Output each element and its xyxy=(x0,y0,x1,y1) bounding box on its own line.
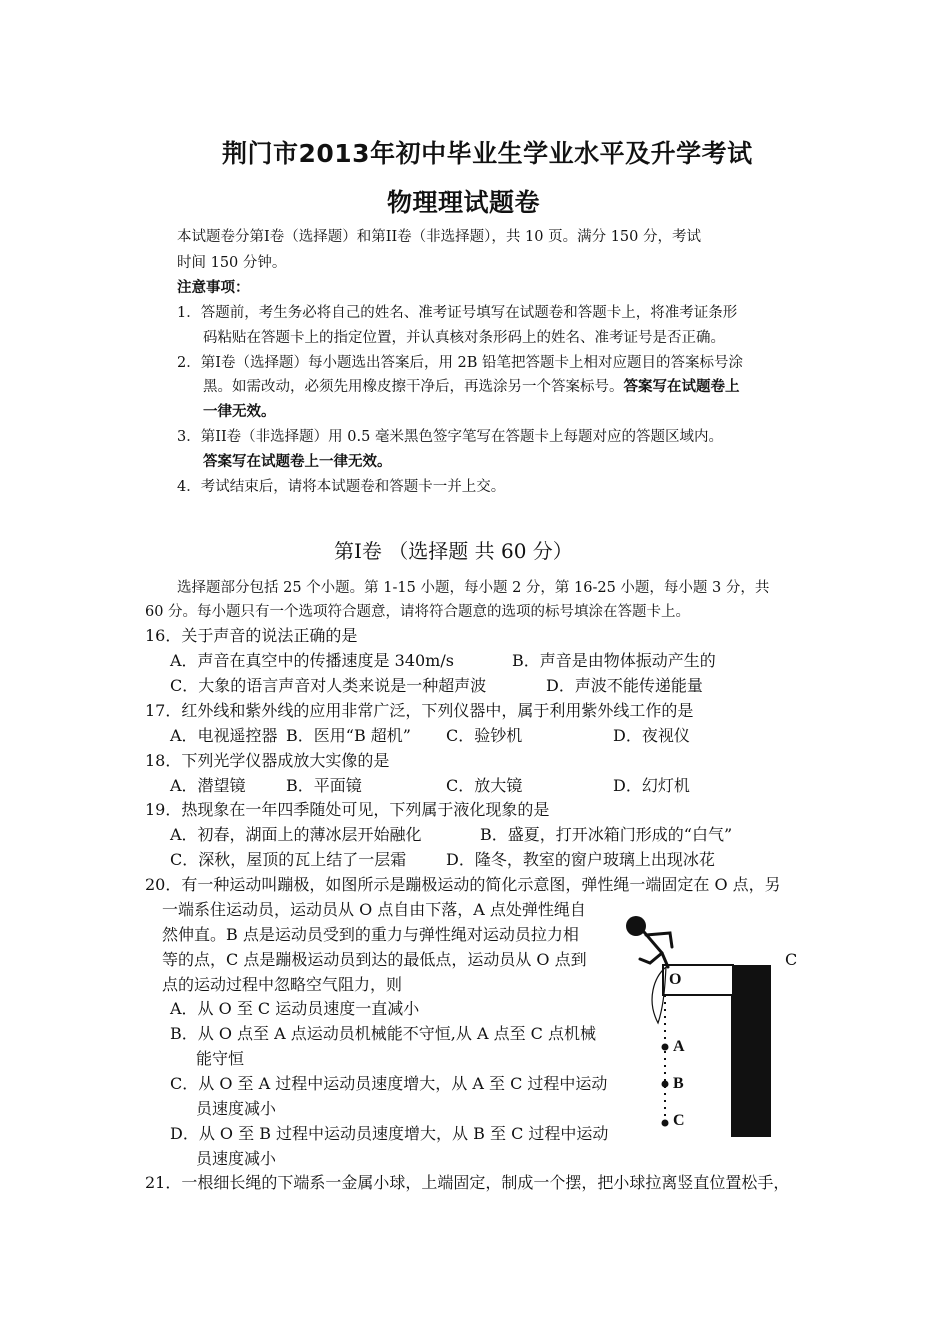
section-intro: 选择题部分包括 25 个小题。第 1-15 小题，每小题 2 分，第 16-25 小题，每小题 3 分，共 xyxy=(177,580,770,596)
intro-line: 时间 150 分钟。 xyxy=(177,255,287,271)
option-a: A．电视遥控器 xyxy=(170,726,278,745)
notice-item: 1．答题前，考生务必将自己的姓名、准考证号填写在试题卷和答题卡上，将准考证条形 xyxy=(177,305,738,321)
question-stem: 一端系住运动员，运动员从 O 点自由下落，A 点处弹性绳自 xyxy=(162,900,586,919)
notice-warning: 一律无效。 xyxy=(203,404,276,420)
option-c: C．放大镜 xyxy=(446,776,523,795)
question-stem: 16．关于声音的说法正确的是 xyxy=(145,626,358,645)
question-stem: 19．热现象在一年四季随处可见，下列属于液化现象的是 xyxy=(145,800,550,819)
option-b: B．盛夏，打开冰箱门形成的“白气” xyxy=(480,825,733,844)
point-a xyxy=(662,1044,669,1051)
option-b: B．医用“B 超机” xyxy=(286,726,411,745)
intro-line: 本试题卷分第Ⅰ卷（选择题）和第ⅠⅠ卷（非选择题），共 10 页。满分 150 分，考试 xyxy=(177,229,701,245)
tower xyxy=(731,965,771,1137)
point-b xyxy=(662,1081,669,1088)
option-d: D．从 O 至 B 过程中运动员速度增大，从 B 至 C 过程中运动 xyxy=(170,1124,609,1143)
option-c: C．验钞机 xyxy=(446,726,523,745)
option-d: 员速度减小 xyxy=(196,1149,277,1168)
option-a: A．从 O 至 C 运动员速度一直减小 xyxy=(170,999,420,1018)
option-d: D．夜视仪 xyxy=(613,726,690,745)
question-stem: 等的点，C 点是蹦极运动员到达的最低点，运动员从 O 点到 xyxy=(162,950,587,969)
option-b: B．平面镜 xyxy=(286,776,362,795)
question-stem: 点的运动过程中忽略空气阻力，则 xyxy=(162,975,403,994)
page-title: 荆门市2013年初中毕业生学业水平及升学考试 xyxy=(222,139,753,168)
question-stem: C xyxy=(785,950,798,969)
option-c: C．从 O 至 A 过程中运动员速度增大，从 A 至 C 过程中运动 xyxy=(170,1074,608,1093)
option-d: D．幻灯机 xyxy=(613,776,690,795)
notice-warning: 答案写在试题卷上 xyxy=(623,379,740,395)
page-subtitle: 物理理试题卷 xyxy=(387,188,541,217)
label-c: C xyxy=(673,1112,685,1129)
label-o: O xyxy=(669,971,682,988)
option-b: 能守恒 xyxy=(196,1049,245,1068)
notice-item: 4．考试结束后，请将本试题卷和答题卡一并上交。 xyxy=(177,479,506,495)
question-stem: 17．红外线和紫外线的应用非常广泛，下列仪器中，属于利用紫外线工作的是 xyxy=(145,701,694,720)
option-d: D．隆冬，教室的窗户玻璃上出现冰花 xyxy=(446,850,715,869)
option-b: B．从 O 点至 A 点运动员机械能不守恒,从 A 点至 C 点机械 xyxy=(170,1024,597,1043)
option-a: A．初春，湖面上的薄冰层开始融化 xyxy=(170,825,422,844)
question-stem: 21．一根细长绳的下端系一金属小球，上端固定，制成一个摆，把小球拉离竖直位置松手， xyxy=(145,1173,790,1192)
section-intro: 60 分。每小题只有一个选项符合题意，请将符合题意的选项的标号填涂在答题卡上。 xyxy=(145,604,691,620)
label-b: B xyxy=(673,1075,684,1092)
point-c xyxy=(662,1120,669,1127)
notice-item: 3．第ⅠⅠ卷（非选择题）用 0.5 毫米黑色签字笔写在答题卡上每题对应的答题区域内。 xyxy=(177,429,723,445)
notice-item xyxy=(203,376,740,398)
option-a: A．潜望镜 xyxy=(170,776,246,795)
question-stem: 20．有一种运动叫蹦极，如图所示是蹦极运动的简化示意图，弹性绳一端固定在 O 点，另 xyxy=(145,875,781,894)
label-a: A xyxy=(673,1038,685,1055)
notice-heading: 注意事项： xyxy=(177,280,250,296)
question-stem: 然伸直。B 点是运动员受到的重力与弹性绳对运动员拉力相 xyxy=(162,925,579,944)
question-stem: 18．下列光学仪器成放大实像的是 xyxy=(145,751,390,770)
option-a: A．声音在真空中的传播速度是 340m/s xyxy=(170,651,454,670)
notice-item: 2．第Ⅰ卷（选择题）每小题选出答案后，用 2B 铅笔把答题卡上相对应题目的答案标号涂 xyxy=(177,355,744,371)
section-title: 第Ⅰ卷 （选择题 共 60 分） xyxy=(334,539,573,563)
jumper-figure xyxy=(626,916,672,967)
option-b: B．声音是由物体振动产生的 xyxy=(512,651,716,670)
option-c: C．深秋，屋顶的瓦上结了一层霜 xyxy=(170,850,407,869)
bungee-figure xyxy=(610,905,790,1145)
notice-warning: 答案写在试题卷上一律无效。 xyxy=(203,454,392,470)
option-c: C．大象的语言声音对人类来说是一种超声波 xyxy=(170,676,487,695)
notice-item: 码粘贴在答题卡上的指定位置，并认真核对条形码上的姓名、准考证号是否正确。 xyxy=(203,330,725,346)
option-d: D．声波不能传递能量 xyxy=(546,676,703,695)
option-c: 员速度减小 xyxy=(196,1099,277,1118)
notice-text: 黑。如需改动，必须先用橡皮擦干净后，再选涂另一个答案标号。 xyxy=(203,379,624,395)
